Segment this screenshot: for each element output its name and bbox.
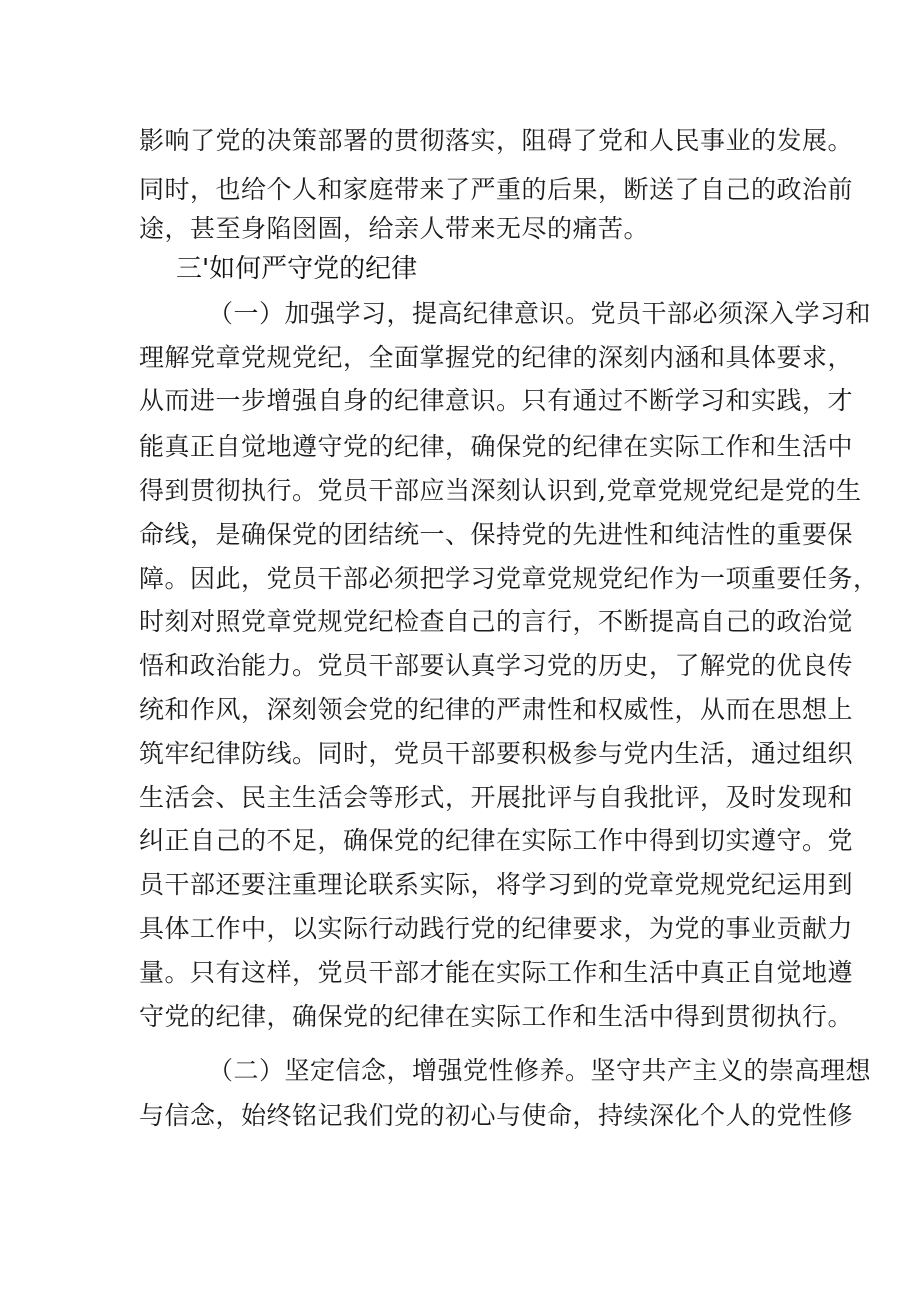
paragraph-line: 途，甚至身陷囹圄，给亲人带来无尽的痛苦。 (139, 214, 650, 243)
paragraph-line: 具体工作中，以实际行动践行党的纪律要求，为党的事业贡献力 (139, 914, 854, 943)
paragraph-line: 悟和政治能力。党员干部要认真学习党的历史，了解党的优良传 (139, 651, 854, 680)
paragraph-line: 生活会、民主生活会等形式，开展批评与自我批评，及时发现和 (139, 783, 854, 812)
paragraph-line: 统和作风，深刻领会党的纪律的严肃性和权威性，从而在思想上 (139, 695, 854, 724)
paragraph-line: 纠正自己的不足，确保党的纪律在实际工作中得到切实遵守。党 (139, 826, 854, 855)
paragraph-line: 量。只有这样，党员干部才能在实际工作和生活中真正自觉地遵 (139, 958, 854, 987)
paragraph-line: 命线，是确保党的团结统一、保持党的先进性和纯洁性的重要保 (139, 520, 854, 549)
paragraph-line: 筑牢纪律防线。同时，党员干部要积极参与党内生活，通过组织 (139, 739, 854, 768)
paragraph-line: 与信念，始终铭记我们党的初心与使命，持续深化个人的党性修 (139, 1101, 854, 1130)
paragraph-line: 时刻对照党章党规党纪检查自己的言行，不断提高自己的政治觉 (139, 607, 854, 636)
paragraph-line: 障。因此，党员干部必须把学习党章党规党纪作为一项重要任务， (139, 564, 879, 593)
section-heading: 三'如何严守党的纪律 (176, 254, 418, 284)
paragraph-line: （一）加强学习，提高纪律意识。党员干部必须深入学习和 (208, 299, 872, 328)
paragraph-line: 从而进一步增强自身的纪律意识。只有通过不断学习和实践，才 (139, 386, 854, 415)
paragraph-line: 得到贯彻执行。党员干部应当深刻认识到,党章党规党纪是党的生 (139, 476, 862, 505)
paragraph-line: 员干部还要注重理论联系实际，将学习到的党章党规党纪运用到 (139, 870, 854, 899)
paragraph-line: 守党的纪律，确保党的纪律在实际工作和生活中得到贯彻执行。 (139, 1002, 854, 1031)
paragraph-line: 影响了党的决策部署的贯彻落实，阻碍了党和人民事业的发展。 (139, 126, 854, 155)
paragraph-line: 同时，也给个人和家庭带来了严重的后果，断送了自己的政治前 (139, 175, 854, 204)
paragraph-line: 能真正自觉地遵守党的纪律，确保党的纪律在实际工作和生活中 (139, 432, 854, 461)
paragraph-line: 理解党章党规党纪，全面掌握党的纪律的深刻内涵和具体要求， (139, 343, 854, 372)
paragraph-line: （二）坚定信念，增强党性修养。坚守共产主义的崇高理想 (208, 1056, 872, 1085)
